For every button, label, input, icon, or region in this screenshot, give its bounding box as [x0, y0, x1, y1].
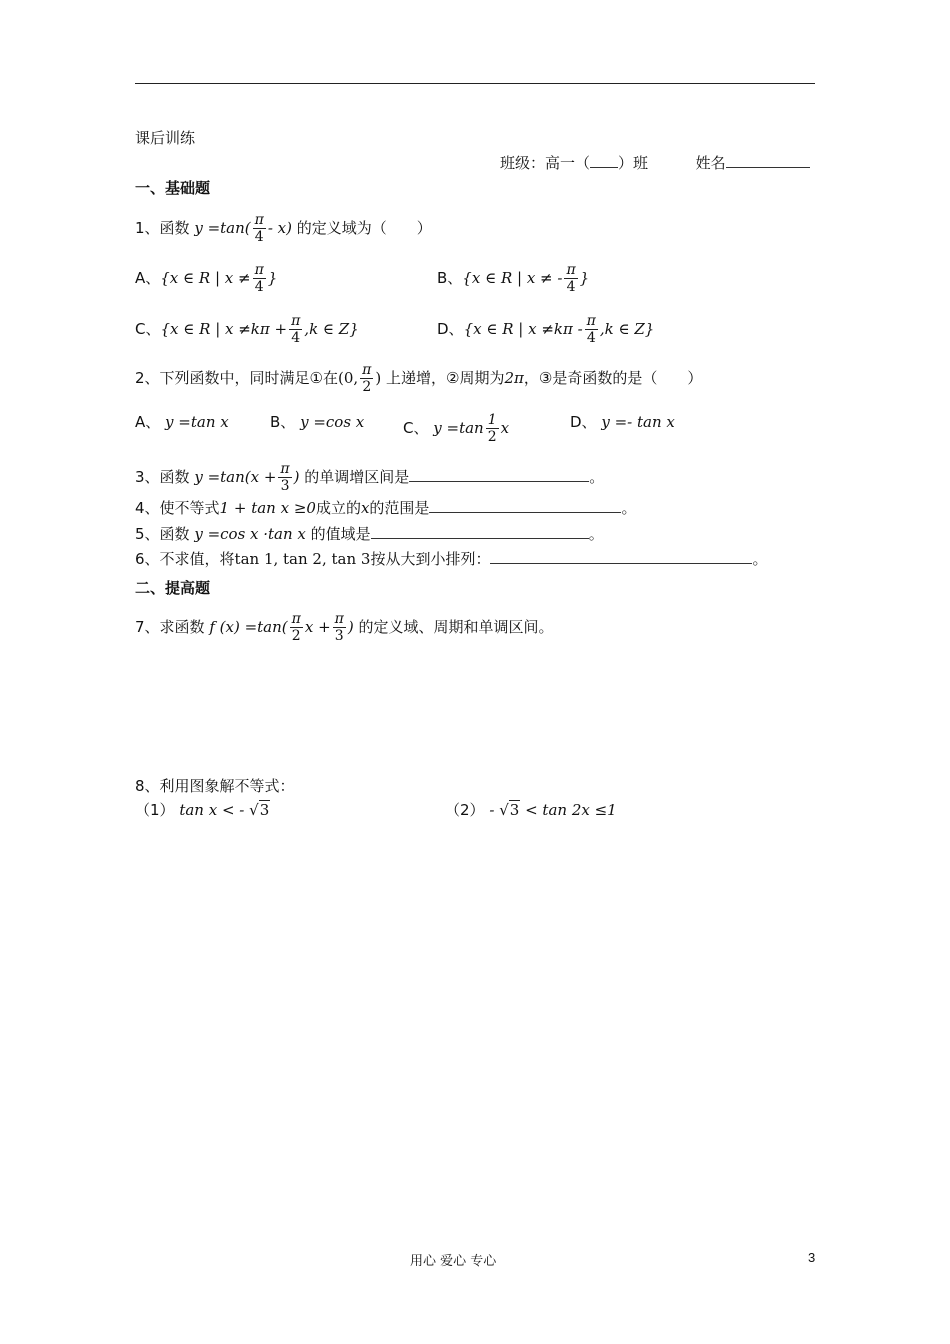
q1-fraction: $\frac{\pi}{4}$: [254, 212, 264, 245]
section-title: 课后训练: [135, 129, 196, 147]
q2-option-b: B、 y =cos x: [270, 413, 365, 431]
question-2: 2、下列函数中，同时满足①在(0, $\frac{\pi}{2}$ ) 上递增，②周期为2π，③是奇函数的是（ ）: [135, 362, 703, 395]
question-7: 7、求函数 f (x) =tan( $\frac{\pi}{2}$ x + $\frac{\pi}{3}$ ) 的定义域、周期和单调区间。: [135, 611, 554, 644]
name-label: 姓名: [695, 154, 726, 172]
q8-part-2: （2） - √3 < tan 2x ≤1: [445, 801, 617, 819]
question-8-title: 8、利用图象解不等式：: [135, 777, 295, 795]
footer-text: 用心 爱心 专心: [410, 1254, 497, 1269]
advanced-section-title: 二、提高题: [135, 579, 211, 597]
class-suffix: ）班: [618, 154, 649, 172]
q4-answer-blank[interactable]: [429, 498, 621, 513]
q2-option-a: A、 y =tan x: [135, 413, 229, 431]
q1-expr: y =tan(: [194, 219, 251, 237]
q1-expr-tail: - x): [267, 219, 292, 237]
q1-option-d: D、{x ∈ R | x ≠kπ - $\frac{\pi}{4}$ ,k ∈ Z}: [437, 313, 655, 346]
question-3: 3、函数 y =tan(x + $\frac{\pi}{3}$ ) 的单调增区间是 。: [135, 461, 605, 494]
q1-option-b: B、{x ∈ R | x ≠ - $\frac{\pi}{4}$ }: [437, 262, 590, 295]
class-blank[interactable]: [590, 153, 618, 168]
header-rule: [135, 83, 815, 84]
question-1: [135, 212, 432, 245]
q3-answer-blank[interactable]: [409, 467, 589, 482]
q2-option-d: D、 y =- tan x: [570, 413, 675, 431]
question-6: 6、不求值，将tan 1, tan 2, tan 3按从大到小排列： 。: [135, 550, 768, 568]
q1-prefix: 1、函数: [135, 219, 190, 237]
q5-answer-blank[interactable]: [371, 524, 589, 539]
q1-option-c: C、{x ∈ R | x ≠kπ + $\frac{\pi}{4}$ ,k ∈ Z}: [135, 313, 359, 346]
q2-option-c: C、 y =tan $\frac{1}{2}$ x: [403, 412, 510, 445]
q8-part-1: （1） tan x < - √3: [135, 801, 270, 819]
page-number: 3: [808, 1250, 816, 1265]
question-5: 5、函数 y =cos x ·tan x 的值域是 。: [135, 525, 604, 543]
class-label: 班级：高一（: [500, 154, 591, 172]
q1-suffix: 的定义域为（ ）: [296, 219, 432, 237]
q1-option-a: A、{x ∈ R | x ≠ $\frac{\pi}{4}$ }: [135, 262, 278, 295]
basic-section-title: 一、基础题: [135, 179, 211, 197]
q6-answer-blank[interactable]: [490, 549, 752, 564]
class-name-row: [500, 153, 810, 173]
name-blank[interactable]: [726, 153, 810, 168]
question-4: 4、使不等式1 + tan x ≥0成立的x的范围是 。: [135, 499, 637, 517]
